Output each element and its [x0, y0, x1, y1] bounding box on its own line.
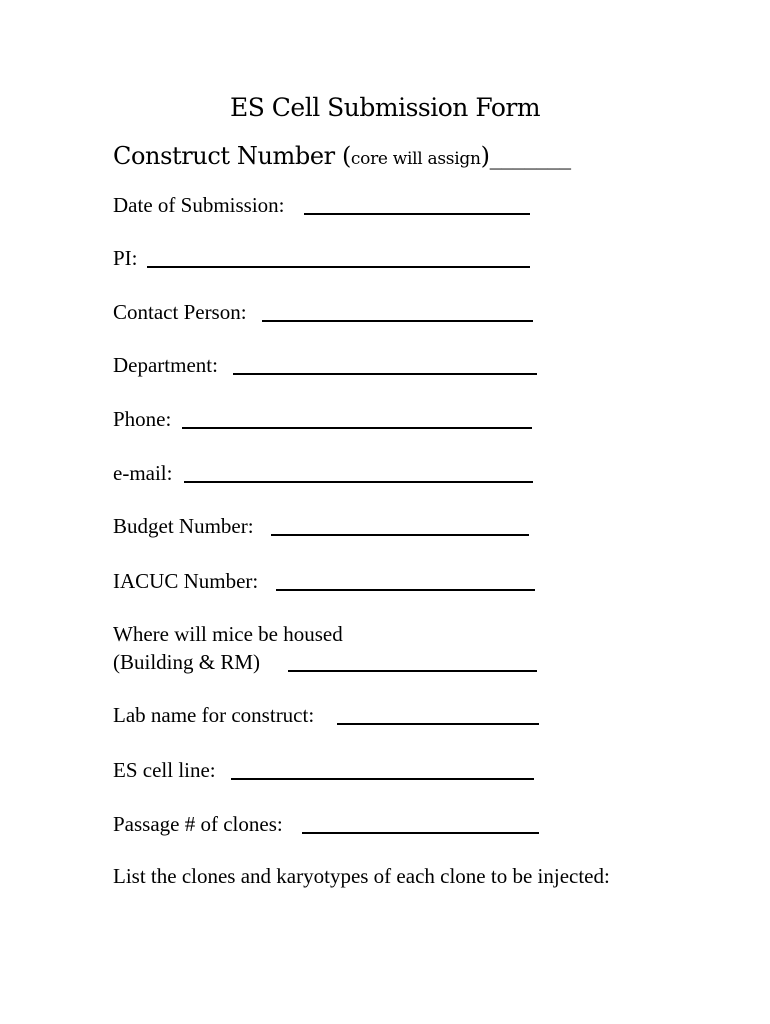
clones-instruction: List the clones and karyotypes of each clone to be injected:	[113, 864, 610, 888]
construct-number-text: Construct Number (	[113, 142, 351, 170]
passage-field	[113, 810, 283, 838]
pi-blank[interactable]	[147, 266, 530, 268]
date-of-submission-field	[113, 191, 285, 219]
es-cell-line-label: ES cell line:	[113, 758, 216, 782]
housing-field-line1	[113, 620, 343, 648]
email-label: e-mail:	[113, 461, 173, 485]
date-of-submission-blank[interactable]	[304, 213, 530, 215]
construct-number-note: core will assign	[350, 149, 481, 169]
lab-name-field	[113, 701, 314, 729]
pi-label: PI:	[113, 246, 138, 270]
passage-blank[interactable]	[302, 832, 539, 834]
passage-label: Passage # of clones:	[113, 812, 283, 836]
department-blank[interactable]	[233, 373, 537, 375]
es-cell-line-blank[interactable]	[231, 778, 534, 780]
es-cell-line-field	[113, 756, 216, 784]
budget-number-blank[interactable]	[271, 534, 529, 536]
lab-name-label: Lab name for construct:	[113, 703, 315, 727]
iacuc-number-label: IACUC Number:	[113, 569, 259, 593]
housing-field-line2	[113, 648, 260, 676]
phone-blank[interactable]	[182, 427, 532, 429]
construct-number-blank: _______	[489, 142, 571, 170]
pi-field	[113, 244, 138, 272]
iacuc-number-field	[113, 567, 258, 595]
contact-person-blank[interactable]	[262, 320, 533, 322]
date-of-submission-label: Date of Submission:	[113, 193, 285, 217]
phone-field	[113, 405, 171, 433]
budget-number-field	[113, 512, 254, 540]
construct-number-label	[113, 140, 571, 175]
budget-number-label: Budget Number:	[113, 514, 254, 538]
department-field	[113, 351, 218, 379]
phone-label: Phone:	[113, 407, 172, 431]
email-blank[interactable]	[184, 481, 533, 483]
iacuc-number-blank[interactable]	[276, 589, 535, 591]
form-title: ES Cell Submission Form	[229, 93, 541, 122]
housing-label-line2: (Building & RM)	[113, 650, 261, 674]
department-label: Department:	[113, 353, 218, 377]
construct-number-close: )	[480, 142, 490, 170]
contact-person-label: Contact Person:	[113, 300, 247, 324]
contact-person-field	[113, 298, 247, 326]
housing-label-line1: Where will mice be housed	[113, 622, 343, 646]
housing-blank[interactable]	[288, 670, 537, 672]
lab-name-blank[interactable]	[337, 723, 539, 725]
email-field	[113, 459, 172, 487]
